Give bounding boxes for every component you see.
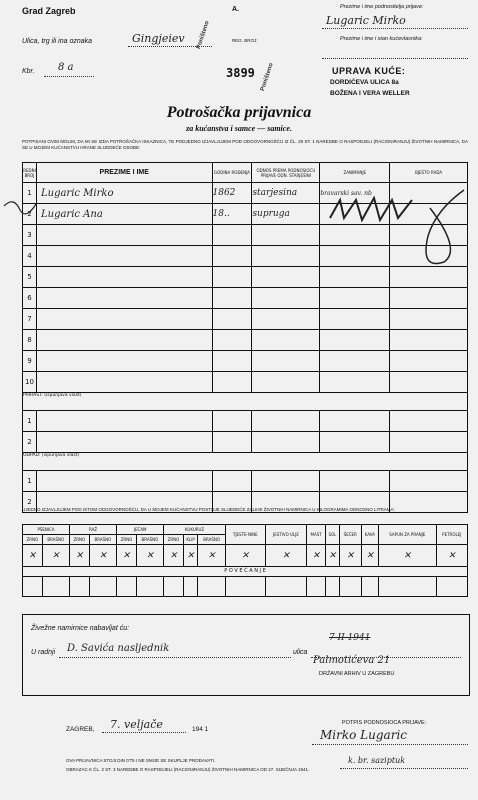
row-num: 8	[23, 330, 37, 351]
col-ulje: JESTIVO ULJE	[265, 525, 306, 545]
row-num: 6	[23, 288, 37, 309]
sub-zrno: ZRNO	[164, 535, 184, 545]
sign-label: POTPIS PODNOSIOCA PRIJAVE:	[342, 720, 427, 726]
row-name: Lugaric Mirko	[36, 183, 212, 204]
footer-place: ZAGREB,	[66, 726, 95, 733]
signature-line	[312, 744, 468, 745]
row-num: 4	[23, 246, 37, 267]
sub-brasno: BRAŠNO	[198, 535, 225, 545]
kbr-value: 8 a	[58, 62, 74, 73]
header-relation: ODNOS PREMA PODNOSIOCU PRIJAVE ODN. STARJEŠINI	[252, 163, 320, 183]
row-num: 10	[23, 372, 37, 393]
col-sapun: SAPUN ZA PRANJE	[379, 525, 436, 545]
loop-scribble	[426, 190, 464, 264]
declaration-text: UJEDNO IZJAVLJUJEM POD ISTOM ODGOVORNOŠĆU, DA U MOJEM KUĆANSTVU POSTOJE SLIJEDEĆE ZALIHE ŽIVOTNIH NAMIRNICA U KILOGRAMIMA ODNOSNO LITRAMA:	[22, 507, 395, 512]
row-num: 1	[23, 471, 37, 492]
ponisteno-stamp-2: Poništeno	[260, 62, 275, 92]
sub-brasno: BRAŠNO	[89, 535, 116, 545]
radnji-value: D. Savića nasljednik	[67, 643, 170, 654]
supplies-table	[22, 524, 468, 597]
col-petrolej: PETROLEJ	[436, 525, 467, 545]
radnji-label: U radnji	[31, 649, 56, 656]
col-sol: SOL	[326, 525, 340, 545]
header-job: ZANIMANJE	[320, 163, 390, 183]
header-num: REDNI BROJ	[23, 163, 37, 183]
stamp-line-3: BOŽENA I VERA WELLER	[330, 90, 410, 97]
signature: Mirko Lugaric	[320, 728, 407, 742]
col-kava: KAVA	[361, 525, 378, 545]
ulica-line	[311, 657, 461, 658]
sub-brasno: BRAŠNO	[136, 535, 163, 545]
group-psenica: PŠENICA	[23, 525, 70, 535]
landlord-label: Prezime i ime i stan kućevlasnika:	[340, 36, 423, 42]
stamp-line-2: DORDIĆEVA ULICA 8a	[330, 79, 399, 86]
footer-note-1: OVA PRIJAVNICA STOJI DIN 0'75 I NE SMIJE SE SKUPLJE PRODAVATI.	[66, 758, 216, 763]
form-title: Potrošačka prijavnica	[166, 104, 312, 121]
ulica-label: ulica	[293, 649, 308, 656]
row2-scribble	[330, 198, 412, 220]
supply-box	[22, 614, 470, 696]
row-num: 3	[23, 225, 37, 246]
header-workplace: BJEŠTO RADA	[390, 163, 468, 183]
form-letter: A.	[232, 6, 239, 13]
date-line	[102, 732, 186, 733]
supplies-row: ✕ ✕ ✕ ✕ ✕ ✕ ✕ ✕ ✕ ✕ ✕ ✕ ✕ ✕ ✕ ✕ ✕	[23, 545, 468, 567]
footer-note-2: OBRAZAC K ČL. 2 ST. 3 NAREDBE O RASPODJELI (RACIONIRANJU) ŽIVOTNIH NAMIRNICA OD 27. SIJEČNJA 1941.	[66, 767, 310, 772]
row-num: 9	[23, 351, 37, 372]
sub-klip: KLIP	[183, 535, 198, 545]
reg-number: 3899	[226, 66, 255, 80]
row-year: 18..	[212, 204, 252, 225]
row-name: Lugaric Ana	[36, 204, 212, 225]
row-relation: supruga	[252, 204, 320, 225]
col-mast: MAST	[307, 525, 326, 545]
group-raz: RAŽ	[70, 525, 117, 535]
header-name: PREZIME I IME	[36, 163, 212, 183]
row-num: 1	[23, 183, 37, 204]
footer-date: 7. veljače	[110, 718, 163, 731]
row-num: 2	[23, 204, 37, 225]
reg-label: REG. BROJ:	[232, 38, 258, 43]
applicant-value: Lugaric Mirko	[326, 14, 406, 27]
stamp-line-1: UPRAVA KUĆE:	[332, 66, 406, 76]
applicant-label: Prezime i ime podnositelja prijave:	[340, 4, 424, 10]
date-note: 7 II 1941	[329, 633, 371, 643]
ulica-value: Palmotićeva 21	[313, 655, 391, 666]
margin-scribble	[4, 202, 36, 214]
city-label: Grad Zagreb	[22, 6, 76, 16]
povecanje-label: P O V E Ć A N J E	[23, 567, 468, 577]
footer-year: 194 1	[192, 726, 209, 733]
row-num: 1	[23, 411, 37, 432]
row-job: bravarski sav. nb	[320, 183, 390, 204]
odpad-label: ODPAD: (ispunjava vlast)	[23, 453, 468, 471]
group-kukuruz: KUKURUZ	[164, 525, 226, 535]
footer-note-hand: k. br. saziptuk	[348, 756, 406, 765]
row-relation: starjesina	[252, 183, 320, 204]
row-num: 5	[23, 267, 37, 288]
row-num: 7	[23, 309, 37, 330]
sub-zrno: ZRNO	[117, 535, 137, 545]
archive-stamp: DRŽAVNI ARHIV U ZAGREBU	[319, 671, 395, 677]
header-year: GODINA ROĐENJA	[212, 163, 252, 183]
kbr-label: Kbr.	[22, 68, 35, 75]
sub-brasno: BRAŠNO	[42, 535, 69, 545]
prirast-label: PRIRAST: (ispunjava vlast)	[23, 393, 468, 411]
ponisteno-stamp-1: Poništeno	[196, 20, 211, 50]
col-tjestenine: TJESTE-NINE	[225, 525, 265, 545]
intro-text: POTPISANI OVIM MOLIM, DA MI SE IZDA POTROŠAČKA ISKAZNICA, TE PODJEDNO IZJAVLJUJEM POD ODGOVORNOŠĆU IZ ČL. 28 ST. 1 NAREDBE O RASPODJELI (RACIONIRANJU) ŽIVOTNIH NAMIRNICA, DA SE U MOJEM KUĆANSTVU HRANE SLIJEDEĆE OSOBE:	[22, 139, 468, 150]
group-jecam: JEČAM	[117, 525, 164, 535]
col-secer: ŠEĆER	[339, 525, 361, 545]
note-line	[340, 768, 468, 769]
row-num: 2	[23, 432, 37, 453]
supply-label: Živežne namirnice nabavljat ću:	[31, 625, 130, 632]
street-label: Ulica, trg ili ina oznaka	[22, 38, 93, 45]
sub-zrno: ZRNO	[23, 535, 43, 545]
form-subtitle: za kućanstva i samce — samice.	[186, 124, 292, 133]
supplies-row	[23, 577, 468, 597]
sub-zrno: ZRNO	[70, 535, 90, 545]
row-num: 2	[23, 492, 37, 513]
row-year: 1862	[212, 183, 252, 204]
street-value: Gingjeiev	[132, 32, 185, 45]
radnji-line	[59, 657, 291, 658]
